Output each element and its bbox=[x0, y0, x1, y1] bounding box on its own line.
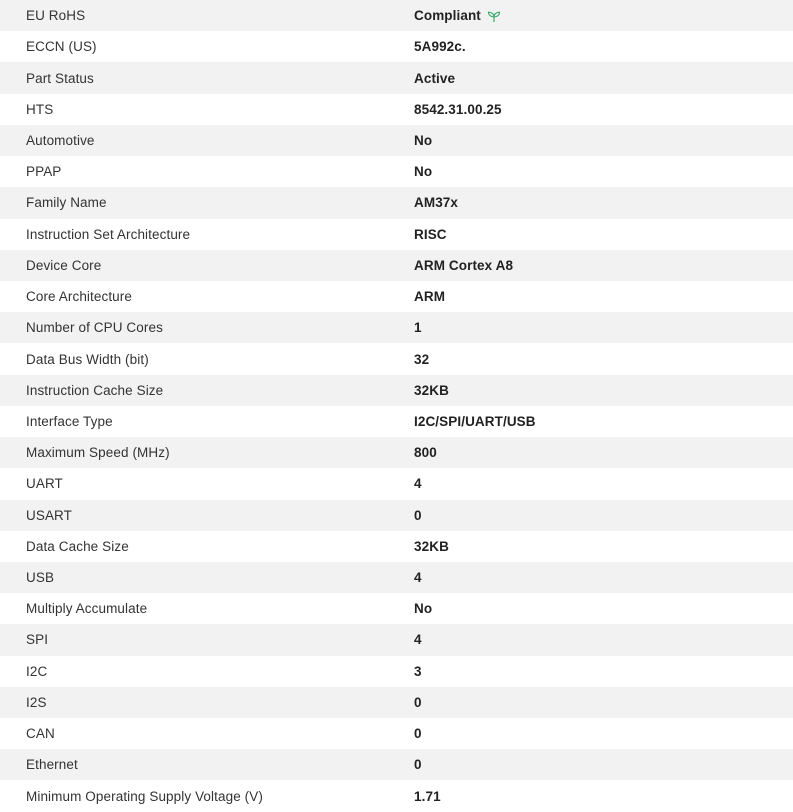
spec-row bbox=[0, 593, 793, 624]
spec-row bbox=[0, 531, 793, 562]
spec-label: USART bbox=[26, 507, 73, 523]
spec-value: 32KB bbox=[414, 538, 449, 554]
spec-value: Active bbox=[414, 70, 456, 86]
spec-label: USB bbox=[26, 570, 55, 586]
spec-row bbox=[0, 156, 793, 187]
spec-value: I2C/SPI/UART/USB bbox=[414, 413, 536, 429]
spec-value: 1.71 bbox=[414, 788, 441, 804]
spec-label: ECCN (US) bbox=[26, 39, 97, 55]
spec-row bbox=[0, 624, 793, 655]
spec-value: No bbox=[414, 164, 433, 180]
spec-row bbox=[0, 125, 793, 156]
spec-row bbox=[0, 343, 793, 374]
spec-row bbox=[0, 250, 793, 281]
spec-label: HTS bbox=[26, 101, 54, 117]
spec-label: Interface Type bbox=[26, 413, 113, 429]
spec-label: Data Bus Width (bit) bbox=[26, 351, 149, 367]
spec-value: ARM Cortex A8 bbox=[414, 257, 514, 273]
spec-label: Minimum Operating Supply Voltage (V) bbox=[26, 788, 263, 804]
spec-value: No bbox=[414, 132, 433, 148]
spec-value: ARM bbox=[414, 289, 446, 305]
spec-label: Data Cache Size bbox=[26, 538, 129, 554]
spec-value: 8542.31.00.25 bbox=[414, 101, 502, 117]
spec-label: Multiply Accumulate bbox=[26, 601, 148, 617]
spec-value: 0 bbox=[414, 757, 422, 773]
spec-label: Automotive bbox=[26, 132, 95, 148]
spec-row bbox=[0, 31, 793, 62]
spec-value: 32 bbox=[414, 351, 430, 367]
spec-label: Instruction Cache Size bbox=[26, 382, 164, 398]
spec-value: 0 bbox=[414, 694, 422, 710]
spec-label: Instruction Set Architecture bbox=[26, 226, 191, 242]
spec-row bbox=[0, 219, 793, 250]
spec-row bbox=[0, 687, 793, 718]
spec-label: Number of CPU Cores bbox=[26, 320, 163, 336]
spec-value: 800 bbox=[414, 445, 437, 461]
spec-row bbox=[0, 500, 793, 531]
spec-label: Family Name bbox=[26, 195, 107, 211]
spec-value: 4 bbox=[414, 570, 422, 586]
spec-row bbox=[0, 406, 793, 437]
spec-label: Part Status bbox=[26, 70, 94, 86]
spec-label: PPAP bbox=[26, 164, 62, 180]
spec-value-cell bbox=[414, 0, 793, 31]
spec-value: 5A992c. bbox=[414, 39, 466, 55]
spec-value: 0 bbox=[414, 507, 422, 523]
spec-row bbox=[0, 780, 793, 811]
spec-row bbox=[0, 0, 793, 31]
spec-row bbox=[0, 749, 793, 780]
spec-value: 32KB bbox=[414, 382, 449, 398]
spec-row bbox=[0, 187, 793, 218]
spec-label: Device Core bbox=[26, 257, 102, 273]
spec-row bbox=[0, 718, 793, 749]
spec-row bbox=[0, 468, 793, 499]
spec-label: EU RoHS bbox=[26, 8, 86, 24]
spec-row bbox=[0, 312, 793, 343]
spec-label: Core Architecture bbox=[26, 289, 132, 305]
spec-row bbox=[0, 437, 793, 468]
spec-row bbox=[0, 281, 793, 312]
spec-row bbox=[0, 562, 793, 593]
spec-value: Compliant bbox=[414, 8, 481, 24]
spec-label: UART bbox=[26, 476, 63, 492]
spec-row bbox=[0, 94, 793, 125]
spec-value: 1 bbox=[414, 320, 422, 336]
spec-label: I2C bbox=[26, 663, 48, 679]
spec-row bbox=[0, 656, 793, 687]
spec-label: CAN bbox=[26, 726, 55, 742]
spec-label: Ethernet bbox=[26, 757, 78, 773]
spec-value: 0 bbox=[414, 726, 422, 742]
spec-value: 4 bbox=[414, 632, 422, 648]
spec-value: AM37x bbox=[414, 195, 459, 211]
spec-value: RISC bbox=[414, 226, 447, 242]
spec-label: Maximum Speed (MHz) bbox=[26, 445, 170, 461]
spec-row bbox=[0, 375, 793, 406]
spec-value: 4 bbox=[414, 476, 422, 492]
spec-label: SPI bbox=[26, 632, 49, 648]
spec-label: I2S bbox=[26, 694, 47, 710]
spec-value: 3 bbox=[414, 663, 422, 679]
spec-value: No bbox=[414, 601, 433, 617]
spec-row bbox=[0, 62, 793, 93]
leaf-icon bbox=[487, 11, 501, 23]
